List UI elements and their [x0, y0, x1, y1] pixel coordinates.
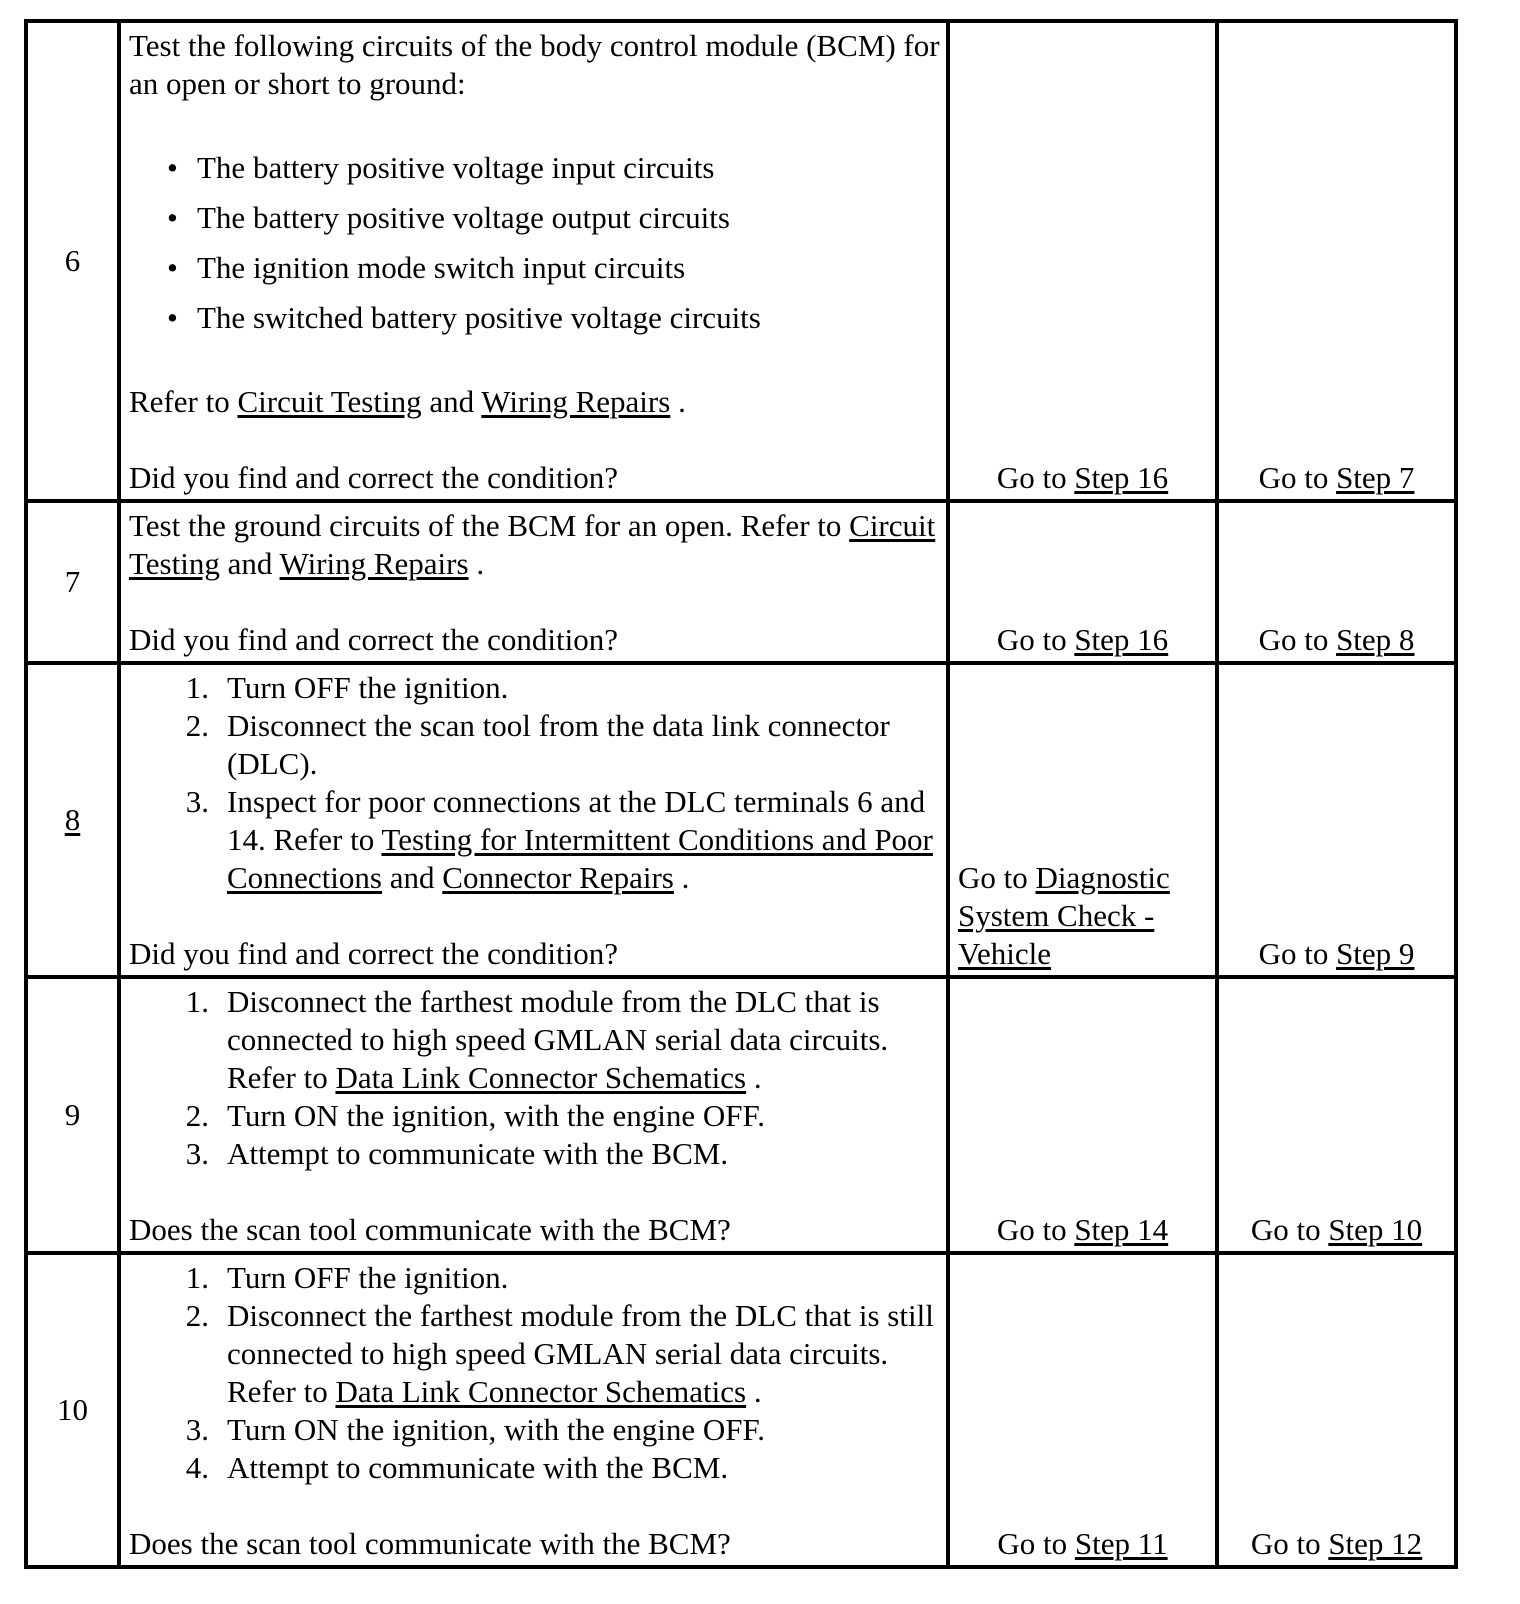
dlc-schematics-link[interactable]: Data Link Connector Schematics — [335, 1374, 747, 1409]
go-to-text: Go to — [1250, 1526, 1321, 1561]
instruction-list — [129, 983, 940, 1173]
step-number: 7 — [26, 501, 119, 663]
period-text: . — [753, 1060, 762, 1095]
table-row — [26, 1253, 1456, 1567]
question-text: Did you find and correct the condition? — [129, 622, 618, 657]
wiring-repairs-link[interactable]: Wiring Repairs — [279, 546, 469, 581]
list-item — [173, 669, 940, 707]
go-to-text: Go to — [997, 1526, 1068, 1561]
yes-cell — [948, 1253, 1217, 1567]
no-step-link[interactable]: Step 9 — [1336, 936, 1415, 971]
instruction-list — [129, 669, 940, 897]
list-item: • The battery positive voltage output circuits — [167, 193, 940, 243]
item-number: 1. — [185, 1260, 209, 1295]
diagnostic-system-check-link[interactable]: Diagnostic System Check - Vehicle — [958, 860, 1170, 971]
list-item: • The battery positive voltage input circuits — [167, 143, 940, 193]
yes-step-link[interactable]: Step 16 — [1074, 460, 1169, 495]
item-text: Inspect for poor connections at the DLC terminals 6 and 14. Refer to — [227, 784, 926, 857]
yes-cell — [948, 977, 1217, 1253]
step-number-link[interactable]: 8 — [64, 802, 81, 837]
diagnostic-steps-table — [24, 19, 1458, 1569]
no-cell — [1217, 663, 1456, 977]
step-number: 6 — [26, 21, 119, 501]
item-text: Disconnect the farthest module from the DLC that is connected to high speed GMLAN serial data circuits. Refer to — [227, 984, 889, 1095]
item-text: Turn ON the ignition, with the engine OFF. — [227, 1098, 766, 1133]
question-text: Does the scan tool communicate with the BCM? — [129, 1212, 731, 1247]
list-item — [173, 1135, 940, 1173]
item-number: 3. — [185, 1412, 209, 1447]
table-row — [26, 977, 1456, 1253]
go-to-text: Go to — [1250, 1212, 1321, 1247]
action-intro — [129, 507, 940, 583]
list-item — [173, 983, 940, 1097]
period-text: . — [753, 1374, 762, 1409]
go-to-text: Go to — [1258, 460, 1329, 495]
action-text: Test the ground circuits of the BCM for an open. Refer to — [129, 508, 842, 543]
go-to-text: Go to — [1258, 622, 1329, 657]
action-intro: Test the following circuits of the body control module (BCM) for an open or short to ground: — [129, 28, 940, 101]
item-text: Turn OFF the ignition. — [227, 1260, 509, 1295]
action-cell — [119, 663, 948, 977]
yes-cell — [948, 501, 1217, 663]
no-step-link[interactable]: Step 10 — [1328, 1212, 1423, 1247]
question-text: Did you find and correct the condition? — [129, 936, 618, 971]
action-cell — [119, 977, 948, 1253]
step-number: 9 — [26, 977, 119, 1253]
circuit-testing-link[interactable]: Circuit Testing — [237, 384, 422, 419]
and-text: and — [389, 860, 435, 895]
intermittent-conditions-link[interactable]: Testing for Intermittent Conditions and Poor Connections — [227, 822, 933, 895]
no-step-link[interactable]: Step 7 — [1336, 460, 1415, 495]
action-cell — [119, 1253, 948, 1567]
item-number: 1. — [185, 670, 209, 705]
item-number: 2. — [185, 1098, 209, 1133]
list-item: • The ignition mode switch input circuits — [167, 243, 940, 293]
question-text: Did you find and correct the condition? — [129, 460, 618, 495]
period-text: . — [681, 860, 690, 895]
no-cell — [1217, 501, 1456, 663]
table-row — [26, 21, 1456, 501]
table-row — [26, 501, 1456, 663]
and-text: and — [227, 546, 273, 581]
yes-step-link[interactable]: Step 14 — [1074, 1212, 1169, 1247]
yes-cell — [948, 663, 1217, 977]
go-to-text: Go to — [1258, 936, 1329, 971]
item-text: Attempt to communicate with the BCM. — [227, 1136, 729, 1171]
item-text: Disconnect the farthest module from the DLC that is still connected to high speed GMLAN serial data circuits. Refer to — [227, 1298, 934, 1409]
go-to-text: Go to — [996, 622, 1067, 657]
yes-cell — [948, 21, 1217, 501]
no-cell — [1217, 1253, 1456, 1567]
list-item — [173, 1259, 940, 1297]
go-to-text: Go to — [958, 860, 1028, 895]
item-text: Attempt to communicate with the BCM. — [227, 1450, 729, 1485]
dlc-schematics-link[interactable]: Data Link Connector Schematics — [335, 1060, 747, 1095]
no-step-link[interactable]: Step 8 — [1336, 622, 1415, 657]
refer-line — [129, 383, 940, 421]
and-text: and — [429, 384, 475, 419]
list-item — [173, 1449, 940, 1487]
instruction-list — [129, 1259, 940, 1487]
period-text: . — [678, 384, 686, 419]
no-cell — [1217, 21, 1456, 501]
item-number: 3. — [185, 784, 209, 819]
item-number: 1. — [185, 984, 209, 1019]
go-to-text: Go to — [996, 1212, 1067, 1247]
list-item: • The switched battery positive voltage circuits — [167, 293, 940, 343]
refer-text: Refer to — [129, 384, 230, 419]
step-number: 10 — [26, 1253, 119, 1567]
table-row — [26, 663, 1456, 977]
action-cell — [119, 21, 948, 501]
no-step-link[interactable]: Step 12 — [1328, 1526, 1423, 1561]
item-number: 2. — [185, 708, 209, 743]
item-text: Turn OFF the ignition. — [227, 670, 509, 705]
list-item — [173, 1297, 940, 1411]
item-number: 4. — [185, 1450, 209, 1485]
item-text: Turn ON the ignition, with the engine OFF. — [227, 1412, 766, 1447]
list-item — [173, 707, 940, 783]
go-to-text: Go to — [996, 460, 1067, 495]
connector-repairs-link[interactable]: Connector Repairs — [442, 860, 674, 895]
item-number: 2. — [185, 1298, 209, 1333]
list-item — [173, 783, 940, 897]
circuit-testing-link[interactable]: Circuit Testing — [129, 508, 936, 581]
list-item — [173, 1411, 940, 1449]
step-number — [26, 663, 119, 977]
period-text: . — [476, 546, 485, 581]
yes-step-link[interactable]: Step 16 — [1074, 622, 1169, 657]
item-text: Disconnect the scan tool from the data link connector (DLC). — [227, 708, 890, 781]
question-text: Does the scan tool communicate with the BCM? — [129, 1526, 731, 1561]
item-number: 3. — [185, 1136, 209, 1171]
action-cell — [119, 501, 948, 663]
list-item — [173, 1097, 940, 1135]
wiring-repairs-link[interactable]: Wiring Repairs — [481, 384, 671, 419]
yes-step-link[interactable]: Step 11 — [1074, 1526, 1168, 1561]
no-cell — [1217, 977, 1456, 1253]
circuit-list — [129, 143, 940, 343]
